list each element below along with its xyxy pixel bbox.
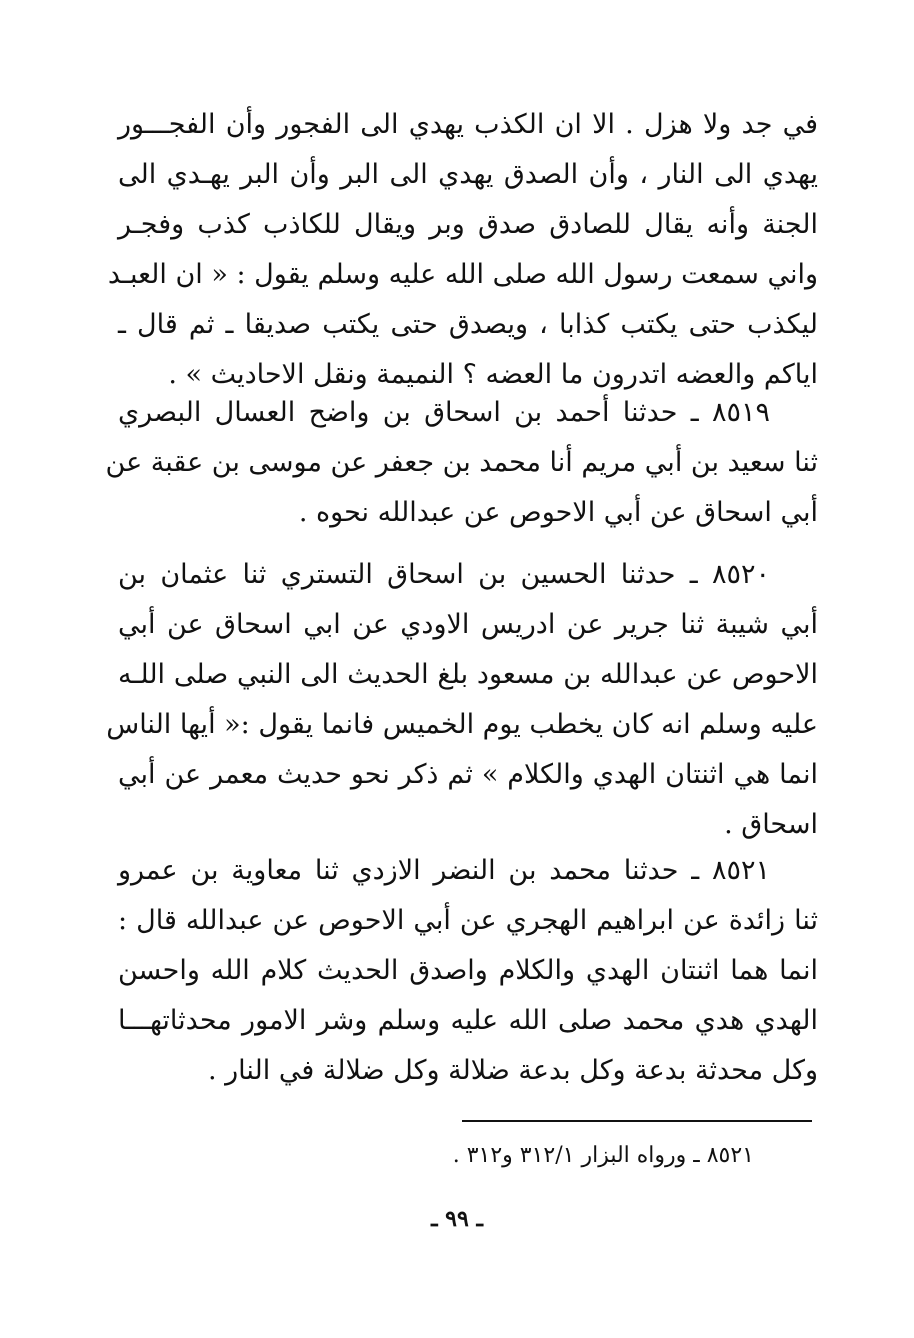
footnote-divider xyxy=(462,1120,812,1122)
text-line: ليكذب حتى يكتب كذابا ، ويصدق حتى يكتب صديقا ـ ثم قال ـ xyxy=(118,309,818,340)
text-line: وكل محدثة بدعة وكل بدعة ضلالة وكل ضلالة في النار . xyxy=(207,1055,818,1086)
text-line: أبي شيبة ثنا جرير عن ادريس الاودي عن ابي اسحاق عن أبي xyxy=(118,609,818,640)
text-line: اسحاق . xyxy=(724,809,818,840)
text-line: في جد ولا هزل . الا ان الكذب يهدي الى الفجور وأن الفجـــور xyxy=(118,109,818,140)
text-line: عليه وسلم انه كان يخطب يوم الخميس فانما يقول :« أيها الناس xyxy=(106,709,818,740)
text-line: الاحوص عن عبدالله بن مسعود بلغ الحديث الى النبي صلى اللـه xyxy=(118,659,818,690)
text-line: انما هي اثنتان الهدي والكلام » ثم ذكر نحو حديث معمر عن أبي xyxy=(118,759,818,790)
text-line: يهدي الى النار ، وأن الصدق يهدي الى البر وأن البر يهـدي الى xyxy=(118,159,818,190)
text-line: ثنا زائدة عن ابراهيم الهجري عن أبي الاحوص عن عبدالله قال : xyxy=(118,905,818,936)
footnote: ٨٥٢١ ـ ورواه البزار ٣١٢/١ و٣١٢ . xyxy=(452,1143,754,1168)
text-line: اياكم والعضه اتدرون ما العضه ؟ النميمة ونقل الاحاديث » . xyxy=(168,359,818,390)
text-line: انما هما اثنتان الهدي والكلام واصدق الحديث كلام الله واحسن xyxy=(118,955,818,986)
text-line: أبي اسحاق عن أبي الاحوص عن عبدالله نحوه . xyxy=(298,497,818,528)
paragraph-hadith-8519 xyxy=(105,388,818,538)
page-number: ـ ٩٩ ـ xyxy=(431,1206,483,1232)
text-line: ٨٥١٩ ـ حدثنا أحمد بن اسحاق بن واضح العسال البصري xyxy=(118,397,770,428)
paragraph-hadith-8521 xyxy=(118,846,818,1096)
text-line: الهدي هدي محمد صلى الله عليه وسلم وشر الامور محدثاتهـــا xyxy=(118,1005,818,1036)
text-line: ٨٥٢٠ ـ حدثنا الحسين بن اسحاق التستري ثنا عثمان بن xyxy=(118,559,770,590)
text-line: ٨٥٢١ ـ حدثنا محمد بن النضر الازدي ثنا معاوية بن عمرو xyxy=(118,855,770,886)
paragraph-hadith-8520 xyxy=(106,550,818,850)
paragraph-continuation xyxy=(107,100,818,400)
text-line: واني سمعت رسول الله صلى الله عليه وسلم يقول : « ان العبـد xyxy=(107,259,818,290)
text-line: ثنا سعيد بن أبي مريم أنا محمد بن جعفر عن موسى بن عقبة عن xyxy=(105,447,818,478)
text-line: الجنة وأنه يقال للصادق صدق وبر ويقال للكاذب كذب وفجـر xyxy=(118,209,818,240)
